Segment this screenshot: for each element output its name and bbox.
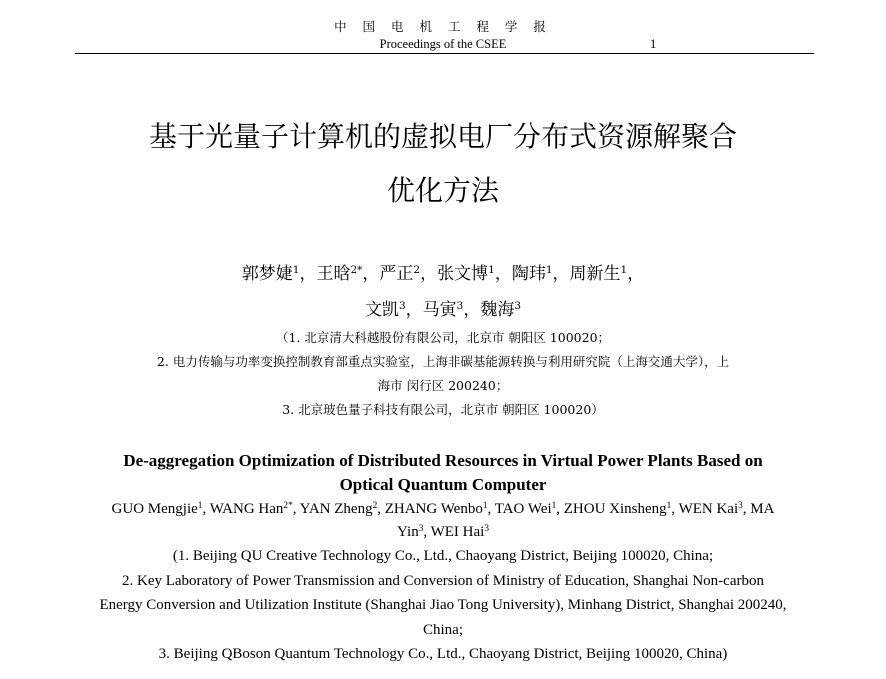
authors-en-line-1 [80,498,806,521]
title-en-line-1: De-aggregation Optimization of Distributed Resources in Virtual Power Plants Based on [123,451,763,470]
author-en: ZHANG Wenbo$^1$, [384,500,495,517]
author-en: GUO Mengjie$^1$, [111,500,210,517]
journal-name-en: Proceedings of the CSEE [379,37,507,51]
title-en-line-2: Optical Quantum Computer [339,475,547,494]
paper-title-en [80,449,806,497]
author-cn: 郭梦婕$^1$， [241,264,317,284]
affiliation-en-line: (1. Beijing QU Creative Technology Co., Ltd., Chaoyang District, Beijing 100020, China; [172,548,714,564]
author-cn: 严正$^2$， [379,264,438,284]
affiliation-cn-line: 2. 电力传输与功率变换控制教育部重点实验室，上海非碳基能源转换与利用研究院（上海交通大学），上 [156,354,730,369]
author-cn: 周新生$^1$， [569,264,645,284]
author-cn: 魏海$^3$ [480,300,522,320]
journal-name-cn: 中 国 电 机 工 程 学 报 [334,19,552,34]
page-number: 1 [650,37,657,51]
author-cn: 文凯$^3$， [364,300,423,320]
affiliation-en-line: China; [423,621,463,638]
paper-title-cn [40,110,846,218]
author-en: WEI Hai$^3$ [430,523,489,540]
author-en: MA [750,501,775,517]
affiliation-en-line: 2. Key Laboratory of Power Transmission and Conversion of Ministry of Education, Shanghai Non-carbon [122,572,764,589]
affiliation-cn-line: 3. 北京玻色量子科技有限公司，北京市 朝阳区 100020） [282,402,604,417]
author-cn: 陶玮$^1$， [511,264,570,284]
authors-cn-line-2 [40,292,846,328]
affiliation-cn-line: （1. 北京清大科越股份有限公司，北京市 朝阳区 100020； [275,330,611,345]
authors-en-line-2 [80,521,806,544]
authors-cn-line-1 [40,256,846,292]
title-cn-line-1: 基于光量子计算机的虚拟电厂分布式资源解聚合 [148,120,737,153]
affiliation-en-line: 3. Beijing QBoson Quantum Technology Co., Ltd., Chaoyang District, Beijing 100020, China) [158,646,728,662]
author-en: ZHOU Xinsheng$^1$, [563,500,679,517]
author-en: WEN Kai$^3$, [678,500,751,517]
authors-en [80,498,806,544]
author-cn: 张文博$^1$， [437,264,512,284]
affiliations-en [75,544,811,667]
affiliation-cn-line: 海市 闵行区 200240； [377,378,509,393]
author-cn: 王晗$^{2*}$， [316,264,380,284]
author-en: YAN Zheng$^2$, [299,500,385,517]
authors-cn [40,256,846,328]
affiliation-en-line: Energy Conversion and Utilization Institute (Shanghai Jiao Tong University), Minhang District, Shanghai 200240, [99,597,787,613]
author-en: Yin$^3$, [397,523,431,540]
author-en: TAO Wei$^1$, [494,500,564,517]
affiliations-cn [75,326,811,422]
author-en: WANG Han$^{2*}$, [209,500,300,517]
header-rule [75,53,814,54]
title-cn-line-2: 优化方法 [386,174,499,207]
author-cn: 马寅$^3$， [422,300,481,320]
